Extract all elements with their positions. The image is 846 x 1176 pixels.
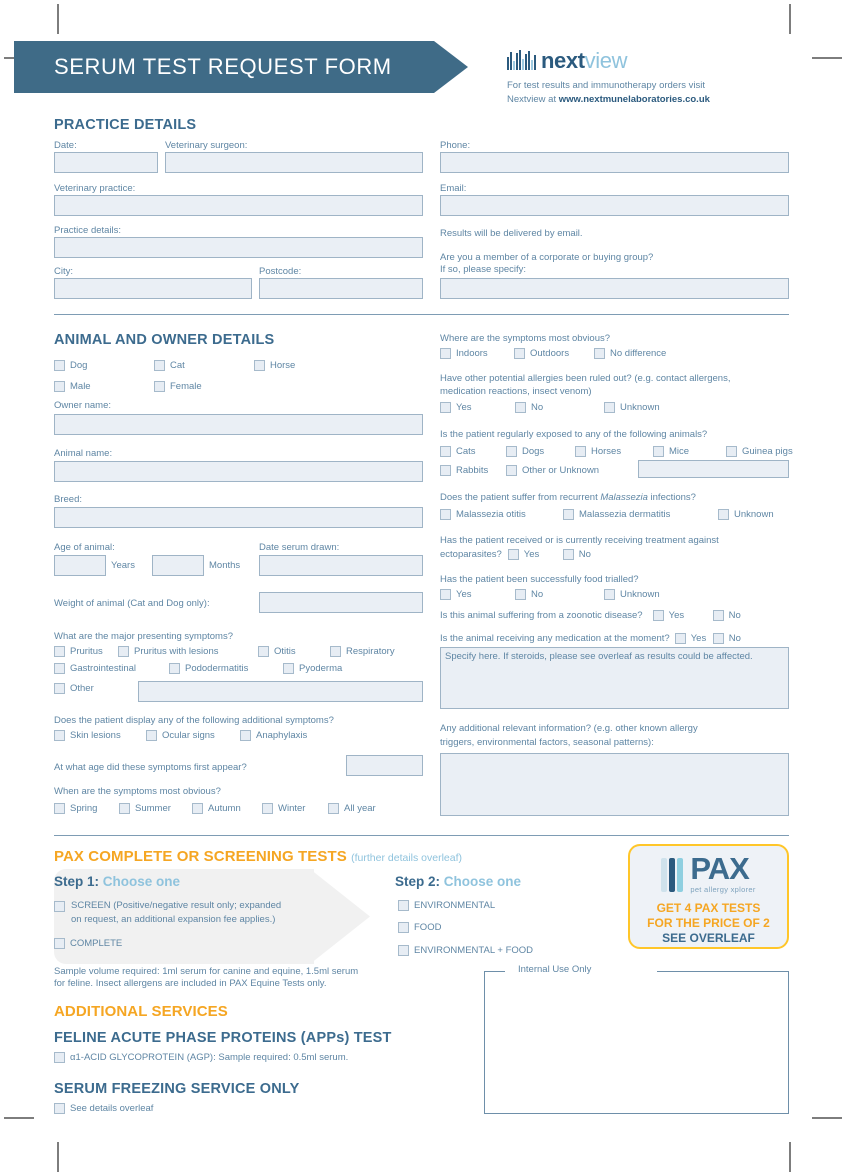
checkbox-icon[interactable] — [54, 663, 65, 674]
option-label: Pyoderma — [299, 663, 343, 674]
other-symptom-input[interactable] — [138, 681, 423, 702]
pax-tests-heading — [54, 848, 462, 865]
checkbox-icon[interactable] — [718, 509, 729, 520]
option-label: Yes — [668, 610, 685, 622]
checkbox-icon[interactable] — [54, 381, 65, 392]
exposed-animals-row-2 — [440, 465, 599, 476]
practice-details-label: Practice details: — [54, 225, 122, 236]
checkbox-icon[interactable] — [118, 646, 129, 657]
checkbox-option-ruled-out-unknown[interactable] — [604, 402, 660, 413]
medication-specify-textarea[interactable]: Specify here. If steroids, please see overleaf as results could be affected. — [440, 647, 789, 709]
option-label: Cats — [456, 446, 476, 457]
step1-complete-option[interactable] — [54, 938, 122, 949]
option-label: Yes — [456, 589, 472, 600]
malassezia-options — [440, 509, 774, 520]
pax-wordmark: PAX — [690, 851, 749, 886]
option-label: Rabbits — [456, 465, 489, 476]
checkbox-icon[interactable] — [398, 900, 409, 911]
checkbox-icon[interactable] — [54, 646, 65, 657]
presenting-symptoms-question: What are the major presenting symptoms? — [54, 631, 233, 642]
postcode-label: Postcode: — [259, 266, 302, 277]
weight-label: Weight of animal (Cat and Dog only): — [54, 598, 210, 609]
results-note: Results will be delivered by email. — [440, 228, 583, 239]
checkbox-icon[interactable] — [54, 1103, 65, 1114]
vet-surgeon-label: Veterinary surgeon: — [165, 140, 248, 151]
checkbox-icon[interactable] — [713, 610, 724, 621]
additional-symptoms-options — [54, 730, 307, 741]
checkbox-option-female[interactable] — [154, 381, 202, 392]
option-label: Guinea pigs — [742, 446, 793, 457]
checkbox-icon[interactable] — [653, 446, 664, 457]
step1-label: Step 1: — [54, 874, 100, 889]
step2-environmental-food-option[interactable] — [398, 945, 533, 956]
ectoparasites-row — [440, 548, 591, 562]
owner-name-label: Owner name: — [54, 400, 112, 411]
checkbox-option-food-trial-no[interactable] — [515, 589, 604, 600]
crop-mark-br-h — [812, 1117, 842, 1119]
first-appear-input[interactable] — [346, 755, 423, 776]
additional-info-question-line1: Any additional relevant information? (e.g. other known allergy — [440, 723, 698, 734]
sex-options — [54, 381, 202, 392]
buying-group-question-line1: Are you a member of a corporate or buying group? — [440, 252, 654, 263]
city-input[interactable] — [54, 278, 252, 299]
age-of-animal-label: Age of animal: — [54, 542, 115, 553]
animal-owner-heading: ANIMAL AND OWNER DETAILS — [54, 332, 275, 348]
checkbox-option-anaphylaxis[interactable] — [240, 730, 307, 741]
checkbox-option-malassezia-dermatitis[interactable] — [563, 509, 718, 520]
checkbox-icon[interactable] — [440, 402, 451, 413]
checkbox-icon[interactable] — [154, 360, 165, 371]
checkbox-option-ecto-yes[interactable] — [508, 549, 563, 560]
sample-volume-note-line1: Sample volume required: 1ml serum for canine and equine, 1.5ml serum — [54, 966, 359, 977]
checkbox-option-medication-yes[interactable] — [675, 633, 713, 644]
checkbox-option-pododermatitis[interactable] — [169, 663, 283, 674]
where-obvious-options — [440, 348, 666, 359]
crop-mark-tl-v — [57, 4, 59, 34]
checkbox-icon[interactable] — [119, 803, 130, 814]
medication-row — [440, 632, 741, 646]
option-label: Pododermatitis — [185, 663, 249, 674]
exposed-other-input[interactable] — [638, 460, 789, 478]
checkbox-icon[interactable] — [330, 646, 341, 657]
malassezia-question — [440, 491, 696, 505]
pax-promo-text — [630, 901, 787, 946]
date-serum-drawn-input[interactable] — [259, 555, 423, 576]
checkbox-option-respiratory[interactable] — [330, 646, 395, 657]
checkbox-icon[interactable] — [54, 730, 65, 741]
checkbox-option-exposed-cats[interactable] — [440, 446, 506, 457]
malassezia-question-post: infections? — [647, 492, 696, 503]
crop-mark-tr-h — [812, 57, 842, 59]
checkbox-icon[interactable] — [713, 633, 724, 644]
malassezia-emphasis: Malassezia — [600, 492, 648, 503]
checkbox-icon[interactable] — [262, 803, 273, 814]
checkbox-icon[interactable] — [515, 589, 526, 600]
checkbox-option-winter[interactable] — [262, 803, 328, 814]
breed-input[interactable] — [54, 507, 423, 528]
checkbox-option-autumn[interactable] — [192, 803, 262, 814]
pax-logo — [630, 851, 787, 894]
option-label: See details overleaf — [70, 1103, 154, 1114]
step2-environmental-option[interactable] — [398, 900, 495, 911]
crop-mark-bl-h — [4, 1117, 34, 1119]
exposed-animals-row-1 — [440, 446, 793, 457]
option-label: Mice — [669, 446, 690, 457]
weight-input[interactable] — [259, 592, 423, 613]
checkbox-option-ocular-signs[interactable] — [146, 730, 240, 741]
option-label: Ocular signs — [162, 730, 215, 741]
step2-label: Step 2: — [395, 874, 441, 889]
vet-surgeon-input[interactable] — [165, 152, 423, 173]
exposed-animals-question: Is the patient regularly exposed to any of the following animals? — [440, 429, 708, 440]
months-label: Months — [209, 560, 241, 571]
pax-promo-card[interactable] — [628, 844, 789, 949]
season-options — [54, 803, 376, 814]
phone-input[interactable] — [440, 152, 789, 173]
option-label: Horses — [591, 446, 622, 457]
serum-freezing-heading: SERUM FREEZING SERVICE ONLY — [54, 1081, 300, 1097]
checkbox-icon[interactable] — [54, 938, 65, 949]
banner-arrow-tip — [434, 41, 468, 93]
sample-volume-note-line2: for feline. Insect allergens are included in PAX Equine Tests only. — [54, 978, 327, 989]
checkbox-option-other-symptom[interactable] — [54, 683, 94, 694]
option-label: Indoors — [456, 348, 488, 359]
option-label: Horse — [270, 360, 296, 371]
buying-group-question-line2: If so, please specify: — [440, 264, 527, 275]
option-label: Dog — [70, 360, 88, 371]
option-label: Dogs — [522, 446, 545, 457]
checkbox-icon[interactable] — [508, 549, 519, 560]
pax-promo-line3: SEE OVERLEAF — [662, 931, 755, 945]
city-label: City: — [54, 266, 73, 277]
checkbox-icon[interactable] — [563, 509, 574, 520]
pax-dna-icon — [661, 858, 683, 892]
checkbox-icon[interactable] — [258, 646, 269, 657]
checkbox-icon[interactable] — [514, 348, 525, 359]
checkbox-icon[interactable] — [54, 360, 65, 371]
step1-screen-label-line1: SCREEN (Positive/negative result only; expanded — [71, 900, 282, 911]
practice-details-input[interactable] — [54, 237, 423, 258]
step1-hint: Choose one — [102, 874, 181, 889]
additional-info-question-line2: triggers, environmental factors, seasonal patterns): — [440, 737, 654, 748]
checkbox-option-otitis[interactable] — [258, 646, 330, 657]
checkbox-icon[interactable] — [328, 803, 339, 814]
checkbox-icon[interactable] — [563, 549, 574, 560]
checkbox-option-zoonotic-yes[interactable] — [653, 610, 713, 621]
checkbox-icon[interactable] — [440, 589, 451, 600]
zoonotic-row — [440, 609, 741, 623]
malassezia-question-pre: Does the patient suffer from recurrent — [440, 492, 601, 503]
option-label: No — [578, 549, 591, 561]
checkbox-icon[interactable] — [254, 360, 265, 371]
option-label: α1-ACID GLYCOPROTEIN (AGP): Sample required: 0.5ml serum. — [70, 1052, 349, 1063]
option-label: Male — [70, 381, 91, 392]
option-label: Unknown — [620, 402, 660, 413]
option-label: Malassezia otitis — [456, 509, 526, 520]
pax-tagline: pet allergy xplorer — [690, 885, 756, 894]
pax-promo-line2: FOR THE PRICE OF 2 — [647, 916, 770, 930]
checkbox-option-pruritus[interactable] — [54, 646, 118, 657]
pax-promo-line1: GET 4 PAX TESTS — [656, 901, 761, 915]
email-input[interactable] — [440, 195, 789, 216]
option-label: Unknown — [734, 509, 774, 520]
brand-logo — [507, 50, 807, 107]
brand-name-primary: next — [541, 48, 585, 73]
option-label: All year — [344, 803, 376, 814]
checkbox-icon[interactable] — [440, 348, 451, 359]
option-label: Pruritus with lesions — [134, 646, 219, 657]
checkbox-icon[interactable] — [398, 945, 409, 956]
phone-label: Phone: — [440, 140, 471, 151]
step2-heading — [395, 874, 521, 889]
serum-freezing-option[interactable] — [54, 1103, 153, 1114]
option-label: FOOD — [414, 922, 442, 933]
checkbox-icon[interactable] — [283, 663, 294, 674]
option-label: No — [531, 589, 544, 600]
option-label: Yes — [523, 549, 540, 561]
ectoparasites-question-line2: ectoparasites? — [440, 549, 502, 560]
checkbox-icon[interactable] — [240, 730, 251, 741]
breed-label: Breed: — [54, 494, 82, 505]
age-months-input[interactable] — [152, 555, 204, 576]
checkbox-option-pyoderma[interactable] — [283, 663, 342, 674]
option-label: ENVIRONMENTAL + FOOD — [414, 945, 534, 956]
vet-practice-label: Veterinary practice: — [54, 183, 136, 194]
animal-name-label: Animal name: — [54, 448, 113, 459]
additional-services-heading: ADDITIONAL SERVICES — [54, 1003, 228, 1020]
step2-hint: Choose one — [443, 874, 522, 889]
checkbox-icon[interactable] — [653, 610, 664, 621]
checkbox-option-malassezia-unknown[interactable] — [718, 509, 774, 520]
step2-food-option[interactable] — [398, 922, 441, 933]
ruled-out-question-line2: medication reactions, insect venom) — [440, 386, 592, 397]
checkbox-icon[interactable] — [54, 901, 65, 912]
step1-heading — [54, 874, 180, 889]
brand-subtext-line1: For test results and immunotherapy orders visit — [507, 80, 705, 91]
option-label: No — [531, 402, 544, 413]
species-options — [54, 360, 295, 371]
checkbox-icon[interactable] — [440, 509, 451, 520]
animal-name-input[interactable] — [54, 461, 423, 482]
option-label: Autumn — [208, 803, 241, 814]
step1-screen-label-line2: on request, an additional expansion fee applies.) — [71, 914, 276, 926]
first-appear-question: At what age did these symptoms first appear? — [54, 762, 247, 773]
practice-details-heading: PRACTICE DETAILS — [54, 117, 197, 133]
food-trial-question: Has the patient been successfully food trialled? — [440, 574, 639, 585]
feline-agp-option[interactable] — [54, 1052, 348, 1063]
checkbox-option-exposed-guinea-pigs[interactable] — [726, 446, 793, 457]
years-label: Years — [111, 560, 135, 571]
feline-apps-heading: FELINE ACUTE PHASE PROTEINS (APPs) TEST — [54, 1030, 392, 1046]
option-label: Other — [70, 683, 94, 694]
option-label: COMPLETE — [70, 938, 123, 949]
food-trial-options — [440, 589, 660, 600]
additional-symptoms-question: Does the patient display any of the following additional symptoms? — [54, 715, 334, 726]
option-label: Summer — [135, 803, 171, 814]
checkbox-icon[interactable] — [675, 633, 686, 644]
brand-name-secondary: view — [584, 48, 628, 73]
when-obvious-question: When are the symptoms most obvious? — [54, 786, 221, 797]
page-title: SERUM TEST REQUEST FORM — [54, 54, 392, 79]
ruled-out-question-line1: Have other potential allergies been ruled out? (e.g. contact allergens, — [440, 373, 731, 384]
form-title-banner — [14, 41, 434, 93]
checkbox-option-no-difference[interactable] — [594, 348, 666, 359]
buying-group-input[interactable] — [440, 278, 789, 299]
checkbox-icon[interactable] — [192, 803, 203, 814]
checkbox-option-ecto-no[interactable] — [563, 549, 591, 560]
checkbox-icon[interactable] — [169, 663, 180, 674]
barcode-icon — [507, 50, 536, 70]
crop-mark-br-v — [789, 1142, 791, 1172]
checkbox-icon[interactable] — [604, 402, 615, 413]
crop-mark-bl-v — [57, 1142, 59, 1172]
checkbox-option-indoors[interactable] — [440, 348, 514, 359]
option-label: Anaphylaxis — [256, 730, 308, 741]
checkbox-option-food-trial-unknown[interactable] — [604, 589, 660, 600]
checkbox-option-horse[interactable] — [254, 360, 295, 371]
checkbox-option-exposed-mice[interactable] — [653, 446, 726, 457]
checkbox-option-ruled-out-yes[interactable] — [440, 402, 515, 413]
checkbox-icon[interactable] — [726, 446, 737, 457]
brand-wordmark — [541, 50, 627, 72]
checkbox-option-exposed-dogs[interactable] — [506, 446, 575, 457]
option-label: Unknown — [620, 589, 660, 600]
brand-subtext — [507, 79, 807, 107]
checkbox-option-skin-lesions[interactable] — [54, 730, 146, 741]
option-label: Pruritus — [70, 646, 103, 657]
date-input[interactable] — [54, 152, 158, 173]
brand-website-link[interactable]: www.nextmunelaboratories.co.uk — [558, 93, 710, 105]
symptoms-other-row — [54, 683, 94, 694]
owner-name-input[interactable] — [54, 414, 423, 435]
option-label: Winter — [278, 803, 306, 814]
internal-use-box — [484, 971, 789, 1114]
checkbox-option-food-trial-yes[interactable] — [440, 589, 515, 600]
checkbox-icon[interactable] — [440, 465, 451, 476]
checkbox-option-exposed-other-unknown[interactable] — [506, 465, 599, 476]
email-label: Email: — [440, 183, 467, 194]
step1-screen-option[interactable] — [54, 899, 281, 928]
checkbox-option-exposed-rabbits[interactable] — [440, 465, 506, 476]
checkbox-icon[interactable] — [575, 446, 586, 457]
pax-tests-heading-note: (further details overleaf) — [351, 852, 463, 864]
checkbox-option-zoonotic-no[interactable] — [713, 610, 741, 621]
option-label: Cat — [170, 360, 185, 371]
medication-question: Is the animal receiving any medication at the moment? — [440, 633, 670, 644]
checkbox-option-pruritus-with-lesions[interactable] — [118, 646, 258, 657]
checkbox-icon[interactable] — [506, 446, 517, 457]
option-label: Gastrointestinal — [70, 663, 137, 674]
option-label: Spring — [70, 803, 98, 814]
option-label: Other or Unknown — [522, 465, 600, 476]
zoonotic-question: Is this animal suffering from a zoonotic disease? — [440, 610, 643, 621]
checkbox-icon[interactable] — [54, 1052, 65, 1063]
symptoms-row-1 — [54, 646, 395, 657]
checkbox-icon[interactable] — [506, 465, 517, 476]
checkbox-icon[interactable] — [398, 922, 409, 933]
option-label: ENVIRONMENTAL — [414, 900, 496, 911]
step1-arrow-tip — [310, 869, 370, 964]
checkbox-option-dog[interactable] — [54, 360, 154, 371]
option-label: No — [728, 633, 741, 645]
checkbox-option-ruled-out-no[interactable] — [515, 402, 604, 413]
date-serum-drawn-label: Date serum drawn: — [259, 542, 340, 553]
brand-subtext-line2-pre: Nextview at — [507, 93, 559, 105]
checkbox-option-gastrointestinal[interactable] — [54, 663, 169, 674]
section-divider-1 — [54, 314, 789, 315]
checkbox-icon[interactable] — [146, 730, 157, 741]
symptoms-row-2 — [54, 663, 342, 674]
option-label: Yes — [690, 633, 707, 645]
date-label: Date: — [54, 140, 77, 151]
section-divider-2 — [54, 835, 789, 836]
vet-practice-input[interactable] — [54, 195, 423, 216]
option-label: Female — [170, 381, 202, 392]
checkbox-icon[interactable] — [154, 381, 165, 392]
checkbox-option-outdoors[interactable] — [514, 348, 594, 359]
checkbox-icon[interactable] — [440, 446, 451, 457]
where-obvious-question: Where are the symptoms most obvious? — [440, 333, 611, 344]
age-years-input[interactable] — [54, 555, 106, 576]
checkbox-option-malassezia-otitis[interactable] — [440, 509, 563, 520]
option-label: Respiratory — [346, 646, 395, 657]
checkbox-option-spring[interactable] — [54, 803, 119, 814]
checkbox-icon[interactable] — [594, 348, 605, 359]
postcode-input[interactable] — [259, 278, 423, 299]
checkbox-option-all-year[interactable] — [328, 803, 376, 814]
checkbox-icon[interactable] — [54, 683, 65, 694]
crop-mark-tr-v — [789, 4, 791, 34]
option-label: Yes — [456, 402, 472, 413]
option-label: No difference — [610, 348, 667, 359]
checkbox-icon[interactable] — [604, 589, 615, 600]
checkbox-option-cat[interactable] — [154, 360, 254, 371]
ruled-out-options — [440, 402, 660, 413]
checkbox-option-summer[interactable] — [119, 803, 192, 814]
checkbox-icon[interactable] — [515, 402, 526, 413]
additional-info-textarea[interactable] — [440, 753, 789, 816]
checkbox-option-medication-no[interactable] — [713, 633, 741, 644]
option-label: Outdoors — [530, 348, 570, 359]
checkbox-option-male[interactable] — [54, 381, 154, 392]
checkbox-option-exposed-horses[interactable] — [575, 446, 653, 457]
internal-use-label: Internal Use Only — [512, 964, 597, 975]
option-label: No — [728, 610, 741, 622]
option-label: Skin lesions — [70, 730, 121, 741]
ectoparasites-question-line1: Has the patient received or is currently receiving treatment against — [440, 535, 719, 546]
pax-tests-heading-main: PAX COMPLETE OR SCREENING TESTS — [54, 848, 347, 865]
option-label: Malassezia dermatitis — [579, 509, 671, 520]
option-label: Otitis — [274, 646, 296, 657]
checkbox-icon[interactable] — [54, 803, 65, 814]
